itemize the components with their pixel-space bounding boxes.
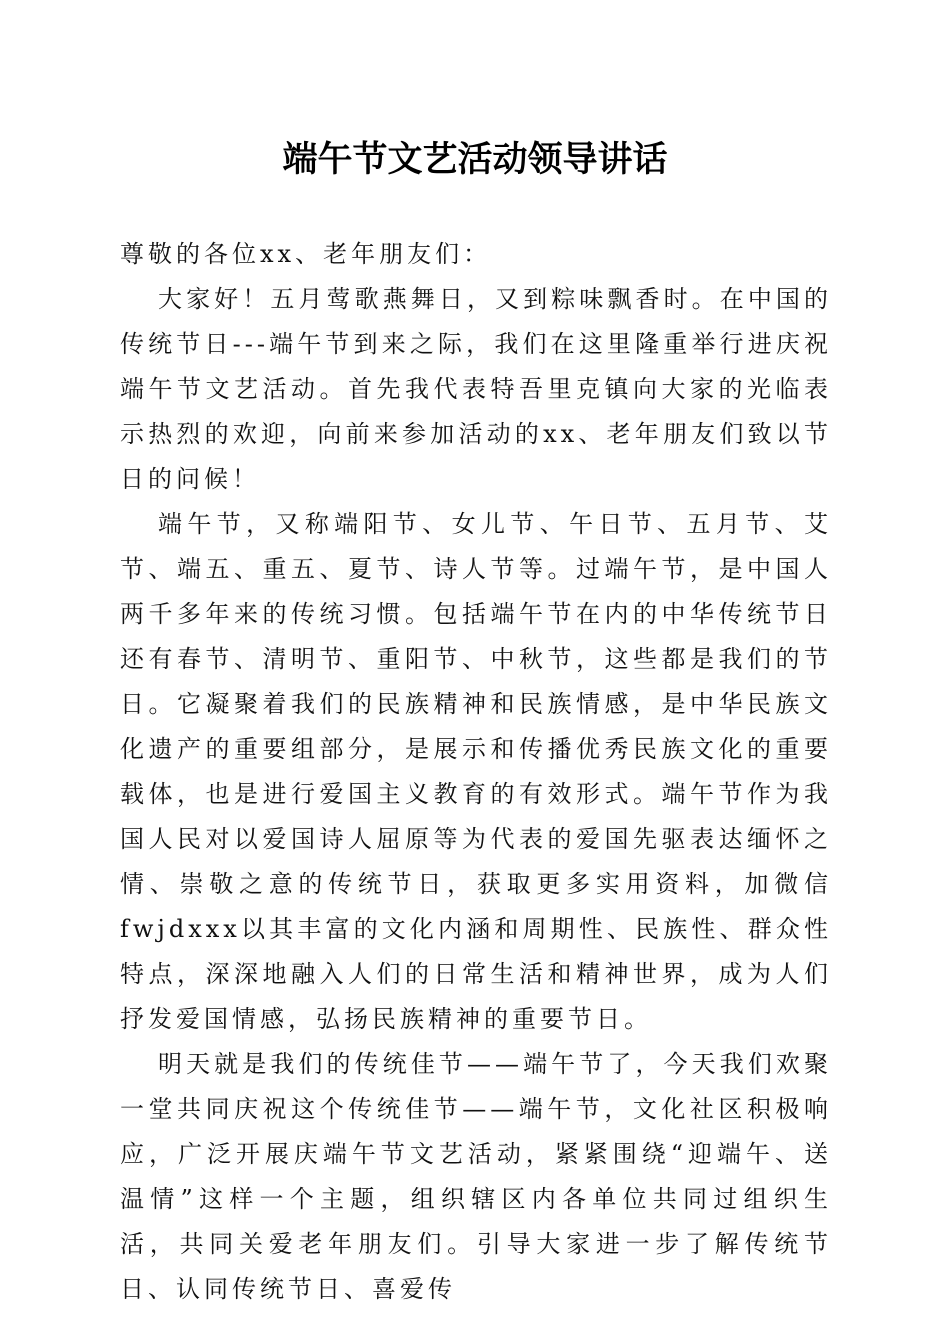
- paragraph-celebration: 明天就是我们的传统佳节——端午节了，今天我们欢聚一堂共同庆祝这个传统佳节——端午节，文化社区积极响应，广泛开展庆端午节文艺活动，紧紧围绕“迎端午、送温情”这样一个主题，组织辖区内各单位共同过组织生活，共同关爱老年朋友们。引导大家进一步了解传统节日、认同传统节日、喜爱传: [120, 1050, 832, 1303]
- salutation: 尊敬的各位xx、老年朋友们：: [120, 240, 492, 268]
- document-title: 端午节文艺活动领导讲话: [282, 139, 668, 180]
- paragraph-welcome: 大家好！五月莺歌燕舞日，又到粽味飘香时。在中国的传统节日---端午节到来之际，我们在这里隆重举行进庆祝端午节文艺活动。首先我代表特吾里克镇向大家的光临表示热烈的欢迎，向前来参加活动的xx、老年朋友们致以节日的问候！: [120, 285, 832, 493]
- document-body: [120, 232, 832, 1312]
- paragraph-festival-history: 端午节，又称端阳节、女儿节、午日节、五月节、艾节、端五、重五、夏节、诗人节等。过端午节，是中国人两千多年来的传统习惯。包括端午节在内的中华传统节日还有春节、清明节、重阳节、中秋节，这些都是我们的节日。它凝聚着我们的民族精神和民族情感，是中华民族文化遗产的重要组部分，是展示和传播优秀民族文化的重要载体，也是进行爱国主义教育的有效形式。端午节作为我国人民对以爱国诗人屈原等为代表的爱国先驱表达缅怀之情、崇敬之意的传统节日，获取更多实用资料，加微信fwjdxxx以其丰富的文化内涵和周期性、民族性、群众性特点，深深地融入人们的日常生活和精神世界，成为人们抒发爱国情感，弘扬民族精神的重要节日。: [120, 510, 832, 1033]
